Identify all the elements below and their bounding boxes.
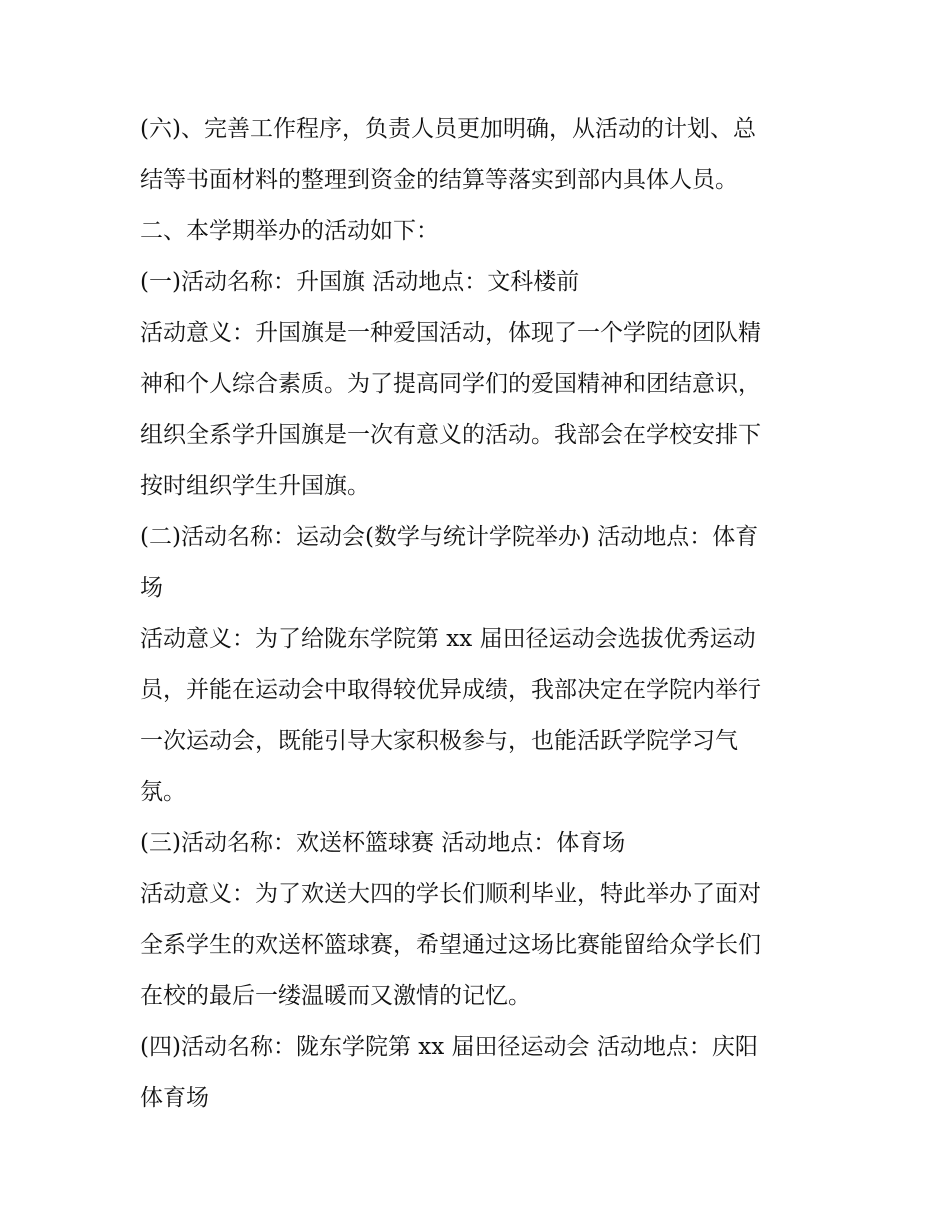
text-line: 结等书面材料的整理到资金的结算等落实到部内具体人员。 <box>140 167 738 193</box>
section-heading: 二、本学期举办的活动如下： <box>140 218 439 244</box>
activity-title: (二)活动名称：运动会(数学与统计学院举办) 活动地点：体育 <box>140 524 759 550</box>
text-line: 活动意义：升国旗是一种爱国活动，体现了一个学院的团队精 <box>140 320 761 346</box>
text-line: 在校的最后一缕温暖而又激情的记忆。 <box>140 983 531 1009</box>
text-line: 氛。 <box>140 779 186 805</box>
text-line: (六)、完善工作程序，负责人员更加明确，从活动的计划、总 <box>140 116 756 142</box>
activity-title: (三)活动名称：欢送杯篮球赛 活动地点：体育场 <box>140 830 626 856</box>
text-line: 活动意义：为了给陇东学院第 xx 届田径运动会选拔优秀运动 <box>140 626 756 652</box>
text-line: 神和个人综合素质。为了提高同学们的爱国精神和团结意识， <box>140 371 761 397</box>
text-line: 员，并能在运动会中取得较优异成绩，我部决定在学院内举行 <box>140 677 761 703</box>
activity-title: (四)活动名称：陇东学院第 xx 届田径运动会 活动地点：庆阳 <box>140 1034 758 1060</box>
text-line: 一次运动会，既能引导大家积极参与，也能活跃学院学习气 <box>140 728 738 754</box>
document-body <box>140 104 820 1124</box>
text-line: 按时组织学生升国旗。 <box>140 473 370 499</box>
text-line: 组织全系学升国旗是一次有意义的活动。我部会在学校安排下 <box>140 422 761 448</box>
text-line: 场 <box>140 575 163 601</box>
activity-title: (一)活动名称：升国旗 活动地点：文科楼前 <box>140 269 580 295</box>
text-line: 活动意义：为了欢送大四的学长们顺利毕业，特此举办了面对 <box>140 881 761 907</box>
text-line: 全系学生的欢送杯篮球赛，希望通过这场比赛能留给众学长们 <box>140 932 761 958</box>
text-line: 体育场 <box>140 1085 209 1111</box>
